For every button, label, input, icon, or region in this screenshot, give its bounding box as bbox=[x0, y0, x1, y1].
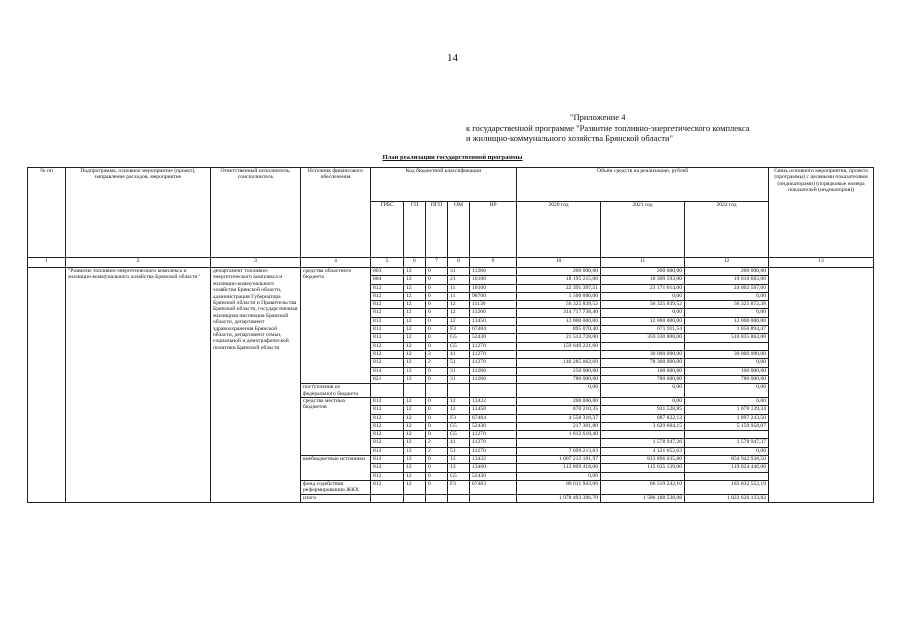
header-2020: 2020 год bbox=[517, 202, 601, 258]
code-om-cell bbox=[448, 494, 470, 502]
column-number: 10 bbox=[517, 258, 601, 268]
code-gp-cell: 12 bbox=[404, 464, 426, 472]
code-pgp-cell: 0 bbox=[426, 431, 448, 439]
code-gp-cell: 12 bbox=[404, 439, 426, 447]
code-pgp-cell: 0 bbox=[426, 375, 448, 383]
code-grbs-cell: 812 bbox=[371, 480, 404, 494]
code-pgp-cell: 0 bbox=[426, 268, 448, 276]
header-nr: НР bbox=[470, 202, 517, 258]
amount-y2020-cell: 0,00 bbox=[517, 472, 601, 480]
amount-y2021-cell: 687 822,13 bbox=[601, 414, 685, 422]
amount-y2021-cell: 78 300 000,00 bbox=[601, 359, 685, 367]
column-number: 8 bbox=[448, 258, 470, 268]
code-gp-cell: 12 bbox=[404, 447, 426, 455]
amount-y2021-cell: 813 896 035,80 bbox=[601, 456, 685, 464]
column-number: 2 bbox=[66, 258, 211, 268]
code-pgp-cell: 0 bbox=[426, 292, 448, 300]
amount-y2022-cell: 1 856 894,47 bbox=[685, 326, 769, 334]
code-nr-cell: 52430 bbox=[470, 334, 517, 342]
amount-y2021-cell: 115 635 139,00 bbox=[601, 464, 685, 472]
header-subprogram: Подпрограмма, основное мероприятие (проект), направление расходов, мероприятие bbox=[66, 168, 211, 258]
code-om-cell: G5 bbox=[448, 431, 470, 439]
source-federal-cell: поступления из федерального бюджета bbox=[301, 384, 371, 398]
code-om-cell: G5 bbox=[448, 472, 470, 480]
code-om-cell: 41 bbox=[448, 439, 470, 447]
code-grbs-cell bbox=[371, 494, 404, 502]
amount-y2021-cell: 3 629 604,15 bbox=[601, 422, 685, 430]
code-grbs-cell: 812 bbox=[371, 422, 404, 430]
code-gp-cell: 12 bbox=[404, 317, 426, 325]
amount-y2021-cell: 56 325 839,52 bbox=[601, 301, 685, 309]
header-volume: Объём средств на реализацию, рублей bbox=[517, 168, 769, 202]
header-2022: 2022 год bbox=[685, 202, 769, 258]
code-grbs-cell: 803 bbox=[371, 268, 404, 276]
code-nr-cell: 52430 bbox=[470, 472, 517, 480]
header-om: ОМ bbox=[448, 202, 470, 258]
code-nr-cell bbox=[470, 384, 517, 398]
amount-y2022-cell: 1 578 947,37 bbox=[685, 439, 769, 447]
code-gp-cell: 12 bbox=[404, 334, 426, 342]
column-number: 6 bbox=[404, 258, 426, 268]
code-gp-cell bbox=[404, 494, 426, 502]
code-grbs-cell: 812 bbox=[371, 342, 404, 350]
column-number: 7 bbox=[426, 258, 448, 268]
amount-y2021-cell: 1 578 947,36 bbox=[601, 439, 685, 447]
amount-y2021-cell: 4 121 052,63 bbox=[601, 447, 685, 455]
code-pgp-cell: 2 bbox=[426, 350, 448, 358]
amount-y2021-cell: 0,00 bbox=[601, 309, 685, 317]
code-grbs-cell: 804 bbox=[371, 276, 404, 284]
code-grbs-cell: 821 bbox=[371, 375, 404, 383]
code-grbs-cell: 812 bbox=[371, 359, 404, 367]
code-om-cell: 12 bbox=[448, 309, 470, 317]
header-gp: ГП bbox=[404, 202, 426, 258]
amount-y2020-cell: 895 070,40 bbox=[517, 326, 601, 334]
code-nr-cell: 11270 bbox=[470, 431, 517, 439]
code-grbs-cell: 812 bbox=[371, 464, 404, 472]
code-nr-cell: 11280 bbox=[470, 367, 517, 375]
amount-y2020-cell: 112 809 418,00 bbox=[517, 464, 601, 472]
code-nr-cell: 13450 bbox=[470, 406, 517, 414]
header-grbs: ГРБС bbox=[371, 202, 404, 258]
code-pgp-cell: 0 bbox=[426, 334, 448, 342]
code-pgp-cell: 0 bbox=[426, 317, 448, 325]
code-om-cell: 11 bbox=[448, 292, 470, 300]
amount-y2020-cell: 200 000,00 bbox=[517, 397, 601, 405]
amount-y2021-cell: 18 309 593,00 bbox=[601, 276, 685, 284]
code-pgp-cell: 0 bbox=[426, 456, 448, 464]
amount-y2022-cell: 0,00 bbox=[685, 292, 769, 300]
amount-y2021-cell: 1 586 188 538,08 bbox=[601, 494, 685, 502]
amount-y2022-cell: 24 002 597,00 bbox=[685, 284, 769, 292]
code-om-cell: F3 bbox=[448, 414, 470, 422]
amount-y2020-cell: 88 611 943,66 bbox=[517, 480, 601, 494]
amount-y2022-cell: 200 000,00 bbox=[685, 268, 769, 276]
code-nr-cell: 11270 bbox=[470, 350, 517, 358]
code-nr-cell bbox=[470, 494, 517, 502]
amount-y2020-cell: 870 210,35 bbox=[517, 406, 601, 414]
code-nr-cell: 11280 bbox=[470, 268, 517, 276]
column-number: 4 bbox=[301, 258, 371, 268]
amount-y2020-cell: 21 512 728,00 bbox=[517, 334, 601, 342]
code-grbs-cell: 812 bbox=[371, 456, 404, 464]
code-om-cell bbox=[448, 384, 470, 398]
code-om-cell: 12 bbox=[448, 301, 470, 309]
source-extra-cell: внебюджетные источники bbox=[301, 456, 371, 481]
amount-y2021-cell bbox=[601, 342, 685, 350]
code-om-cell: 31 bbox=[448, 375, 470, 383]
amount-y2020-cell: 200 000,00 bbox=[517, 268, 601, 276]
code-gp-cell bbox=[404, 384, 426, 398]
amount-y2021-cell: 671 911,54 bbox=[601, 326, 685, 334]
code-pgp-cell: 0 bbox=[426, 472, 448, 480]
code-om-cell: 12 bbox=[448, 456, 470, 464]
code-grbs-cell: 812 bbox=[371, 301, 404, 309]
column-number: 5 bbox=[371, 258, 404, 268]
amount-y2022-cell: 780 000,00 bbox=[685, 375, 769, 383]
code-nr-cell: 10100 bbox=[470, 276, 517, 284]
code-nr-cell: 11260 bbox=[470, 309, 517, 317]
amount-y2021-cell: 0,00 bbox=[601, 397, 685, 405]
plan-table bbox=[27, 167, 874, 503]
source-fund-cell: фонд содействия реформированию ЖКХ bbox=[301, 480, 371, 494]
code-grbs-cell: 812 bbox=[371, 414, 404, 422]
amount-y2020-cell: 22 391 397,51 bbox=[517, 284, 601, 292]
amount-y2021-cell: 931 528,85 bbox=[601, 406, 685, 414]
amount-y2022-cell: 0,00 bbox=[685, 397, 769, 405]
code-gp-cell: 12 bbox=[404, 292, 426, 300]
amount-y2022-cell: 12 000 000,00 bbox=[685, 317, 769, 325]
column-number: 11 bbox=[601, 258, 685, 268]
code-grbs-cell: 812 bbox=[371, 447, 404, 455]
header-executor: Ответственный исполнитель, соисполнитель bbox=[211, 168, 301, 258]
code-pgp-cell: 2 bbox=[426, 359, 448, 367]
code-pgp-cell: 0 bbox=[426, 397, 448, 405]
column-number: 13 bbox=[769, 258, 874, 268]
amount-y2020-cell: 780 000,00 bbox=[517, 375, 601, 383]
code-gp-cell: 12 bbox=[404, 480, 426, 494]
amount-y2020-cell: 146 285 062,69 bbox=[517, 359, 601, 367]
header-no: № пп bbox=[28, 168, 66, 258]
amount-y2022-cell bbox=[685, 472, 769, 480]
amount-y2022-cell: 0,00 bbox=[685, 359, 769, 367]
amount-y2020-cell: 217 301,00 bbox=[517, 422, 601, 430]
amount-y2022-cell: 1 897 243,50 bbox=[685, 414, 769, 422]
code-om-cell: F3 bbox=[448, 480, 470, 494]
code-gp-cell: 12 bbox=[404, 397, 426, 405]
code-pgp-cell: 0 bbox=[426, 342, 448, 350]
column-number: 1 bbox=[28, 258, 66, 268]
code-pgp-cell: 0 bbox=[426, 480, 448, 494]
code-om-cell: 13 bbox=[448, 464, 470, 472]
source-local-cell: средства местных бюджетов bbox=[301, 397, 371, 455]
row-number-cell bbox=[28, 268, 66, 503]
header-source: Источник финансового обеспечения bbox=[301, 168, 371, 258]
header-link: Связь основного мероприятия, проекта (программы) с целевыми показателями (индикаторами) (порядковые номера показателей (индикаторов)) bbox=[769, 168, 874, 258]
code-om-cell: 11 bbox=[448, 284, 470, 292]
code-pgp-cell: 2 bbox=[426, 439, 448, 447]
amount-y2022-cell: 30 000 000,00 bbox=[685, 350, 769, 358]
source-regional-cell: средства областного бюджета bbox=[301, 268, 371, 384]
amount-y2020-cell: 4 558 316,37 bbox=[517, 414, 601, 422]
code-gp-cell: 12 bbox=[404, 414, 426, 422]
column-number: 12 bbox=[685, 258, 769, 268]
program-name-cell: "Развитие топливно-энергетического комплекса и жилищно-коммунального хозяйства Брянской области" bbox=[66, 268, 211, 503]
code-gp-cell: 12 bbox=[404, 326, 426, 334]
code-om-cell: 12 bbox=[448, 317, 470, 325]
amount-y2020-cell: 56 325 839,52 bbox=[517, 301, 601, 309]
code-gp-cell: 12 bbox=[404, 350, 426, 358]
code-pgp-cell: 0 bbox=[426, 414, 448, 422]
code-grbs-cell: 812 bbox=[371, 431, 404, 439]
code-nr-cell: 67484 bbox=[470, 326, 517, 334]
table-row bbox=[28, 268, 874, 276]
amount-y2021-cell: 100 000,00 bbox=[601, 367, 685, 375]
code-pgp-cell bbox=[426, 384, 448, 398]
code-om-cell: 51 bbox=[448, 447, 470, 455]
code-nr-cell: 13460 bbox=[470, 464, 517, 472]
amount-y2022-cell: 0,00 bbox=[685, 447, 769, 455]
code-grbs-cell: 812 bbox=[371, 326, 404, 334]
code-grbs-cell: 812 bbox=[371, 292, 404, 300]
column-numbers-row bbox=[28, 258, 874, 268]
code-gp-cell: 12 bbox=[404, 472, 426, 480]
amount-y2020-cell: 1 612 618,40 bbox=[517, 431, 601, 439]
amount-y2022-cell: 1 822 626 133,82 bbox=[685, 494, 769, 502]
code-grbs-cell: 812 bbox=[371, 439, 404, 447]
amount-y2020-cell: 314 717 738,40 bbox=[517, 309, 601, 317]
amount-y2020-cell: 250 000,00 bbox=[517, 367, 601, 375]
code-grbs-cell: 812 bbox=[371, 397, 404, 405]
code-nr-cell: 13450 bbox=[470, 317, 517, 325]
amount-y2022-cell bbox=[685, 342, 769, 350]
amount-y2021-cell bbox=[601, 431, 685, 439]
code-om-cell: G5 bbox=[448, 342, 470, 350]
amount-y2021-cell: 12 000 000,00 bbox=[601, 317, 685, 325]
amount-y2021-cell: 200 000,00 bbox=[601, 268, 685, 276]
code-gp-cell: 12 bbox=[404, 301, 426, 309]
amount-y2022-cell: 0,00 bbox=[685, 309, 769, 317]
amount-y2022-cell: 510 835 862,00 bbox=[685, 334, 769, 342]
plan-title: План реализации государственной программы bbox=[382, 154, 523, 161]
indicator-link-cell bbox=[769, 268, 874, 503]
amount-y2021-cell: 0,00 bbox=[601, 384, 685, 398]
code-grbs-cell: 812 bbox=[371, 406, 404, 414]
amount-y2022-cell: 100 000,00 bbox=[685, 367, 769, 375]
code-om-cell: 31 bbox=[448, 367, 470, 375]
code-pgp-cell: 0 bbox=[426, 422, 448, 430]
amount-y2021-cell bbox=[601, 472, 685, 480]
header-pgp: ПГП bbox=[426, 202, 448, 258]
amount-y2022-cell: 0,00 bbox=[685, 384, 769, 398]
appendix-line-3: и жилищно-коммунального хозяйства Брянской области" bbox=[466, 133, 673, 143]
amount-y2022-cell: 5 159 958,07 bbox=[685, 422, 769, 430]
code-grbs-cell: 812 bbox=[371, 350, 404, 358]
amount-y2021-cell: 0,00 bbox=[601, 292, 685, 300]
code-grbs-cell: 812 bbox=[371, 334, 404, 342]
page-number: 14 bbox=[447, 52, 458, 64]
header-codes: Код бюджетной классификации bbox=[371, 168, 517, 202]
code-grbs-cell: 814 bbox=[371, 367, 404, 375]
amount-y2020-cell bbox=[517, 350, 601, 358]
appendix-header bbox=[466, 112, 750, 144]
code-pgp-cell: 0 bbox=[426, 309, 448, 317]
code-pgp-cell: 0 bbox=[426, 406, 448, 414]
amount-y2020-cell: 1 978 493 396,70 bbox=[517, 494, 601, 502]
code-gp-cell: 12 bbox=[404, 375, 426, 383]
code-pgp-cell: 0 bbox=[426, 326, 448, 334]
code-pgp-cell: 0 bbox=[426, 284, 448, 292]
code-nr-cell: 11130 bbox=[470, 301, 517, 309]
code-gp-cell: 12 bbox=[404, 456, 426, 464]
amount-y2021-cell: 23 171 014,00 bbox=[601, 284, 685, 292]
code-nr-cell: 11270 bbox=[470, 342, 517, 350]
code-om-cell: 31 bbox=[448, 268, 470, 276]
code-pgp-cell: 0 bbox=[426, 301, 448, 309]
code-pgp-cell: 0 bbox=[426, 367, 448, 375]
code-pgp-cell: 0 bbox=[426, 464, 448, 472]
header-2021: 2021 год bbox=[601, 202, 685, 258]
amount-y2020-cell: 7 699 213,83 bbox=[517, 447, 601, 455]
code-om-cell: G5 bbox=[448, 334, 470, 342]
code-om-cell: 12 bbox=[448, 397, 470, 405]
code-nr-cell: 67484 bbox=[470, 414, 517, 422]
code-nr-cell: 11270 bbox=[470, 359, 517, 367]
amount-y2020-cell: 0,00 bbox=[517, 384, 601, 398]
code-grbs-cell: 812 bbox=[371, 309, 404, 317]
amount-y2020-cell: 18 195 215,00 bbox=[517, 276, 601, 284]
code-gp-cell: 12 bbox=[404, 268, 426, 276]
code-nr-cell: 11270 bbox=[470, 439, 517, 447]
code-om-cell: 41 bbox=[448, 350, 470, 358]
amount-y2021-cell: 30 000 000,00 bbox=[601, 350, 685, 358]
code-gp-cell: 12 bbox=[404, 422, 426, 430]
appendix-line-2: к государственной программе "Развитие топливно-энергетического комплекса bbox=[466, 122, 750, 133]
code-gp-cell: 12 bbox=[404, 406, 426, 414]
amount-y2020-cell: 159 649 221,60 bbox=[517, 342, 601, 350]
executors-cell: департамент топливно-энергетического комплекса и жилищно-коммунального хозяйства Брянской области, администрация Губернатора Брянской области и Правительства Брянской области, государственная жилищная инспекция Брянской области, департамент здравоохранения Брянской области, департамент семьи, социальной и демографической политики Брянской области bbox=[211, 268, 301, 503]
code-gp-cell: 12 bbox=[404, 342, 426, 350]
code-nr-cell: 52430 bbox=[470, 422, 517, 430]
code-om-cell: 12 bbox=[448, 406, 470, 414]
code-grbs-cell: 812 bbox=[371, 472, 404, 480]
amount-y2021-cell: 359 330 808,00 bbox=[601, 334, 685, 342]
code-pgp-cell bbox=[426, 494, 448, 502]
code-om-cell: G5 bbox=[448, 422, 470, 430]
code-gp-cell: 12 bbox=[404, 309, 426, 317]
code-gp-cell: 12 bbox=[404, 284, 426, 292]
amount-y2022-cell: 183 832 552,19 bbox=[685, 480, 769, 494]
amount-y2021-cell: 66 519 242,10 bbox=[601, 480, 685, 494]
code-nr-cell: 11270 bbox=[470, 447, 517, 455]
appendix-line-1: "Приложение 4 bbox=[570, 112, 626, 122]
code-om-cell: F3 bbox=[448, 326, 470, 334]
code-gp-cell: 12 bbox=[404, 359, 426, 367]
code-om-cell: 21 bbox=[448, 276, 470, 284]
code-nr-cell: 10100 bbox=[470, 284, 517, 292]
amount-y2020-cell bbox=[517, 439, 601, 447]
amount-y2022-cell: 56 325 872,38 bbox=[685, 301, 769, 309]
code-nr-cell: 67483 bbox=[470, 480, 517, 494]
code-pgp-cell: 0 bbox=[426, 276, 448, 284]
amount-y2022-cell: 19 010 683,00 bbox=[685, 276, 769, 284]
code-gp-cell: 12 bbox=[404, 431, 426, 439]
amount-y2020-cell: 12 000 000,00 bbox=[517, 317, 601, 325]
code-nr-cell: 98700 bbox=[470, 292, 517, 300]
amount-y2022-cell: 1 078 139,34 bbox=[685, 406, 769, 414]
amount-y2020-cell: 1 500 000,00 bbox=[517, 292, 601, 300]
column-number: 9 bbox=[470, 258, 517, 268]
amount-y2021-cell: 780 000,00 bbox=[601, 375, 685, 383]
amount-y2020-cell: 1 007 212 101,97 bbox=[517, 456, 601, 464]
code-om-cell: 51 bbox=[448, 359, 470, 367]
code-nr-cell: 13432 bbox=[470, 456, 517, 464]
code-nr-cell: 13432 bbox=[470, 397, 517, 405]
source-total-cell: итого bbox=[301, 494, 371, 502]
amount-y2022-cell bbox=[685, 431, 769, 439]
code-pgp-cell: 2 bbox=[426, 447, 448, 455]
amount-y2022-cell: 854 942 938,50 bbox=[685, 456, 769, 464]
code-nr-cell: 11280 bbox=[470, 375, 517, 383]
code-grbs-cell: 812 bbox=[371, 284, 404, 292]
code-gp-cell: 12 bbox=[404, 367, 426, 375]
column-number: 3 bbox=[211, 258, 301, 268]
code-gp-cell: 12 bbox=[404, 276, 426, 284]
amount-y2022-cell: 119 024 446,00 bbox=[685, 464, 769, 472]
code-grbs-cell bbox=[371, 384, 404, 398]
code-grbs-cell: 812 bbox=[371, 317, 404, 325]
